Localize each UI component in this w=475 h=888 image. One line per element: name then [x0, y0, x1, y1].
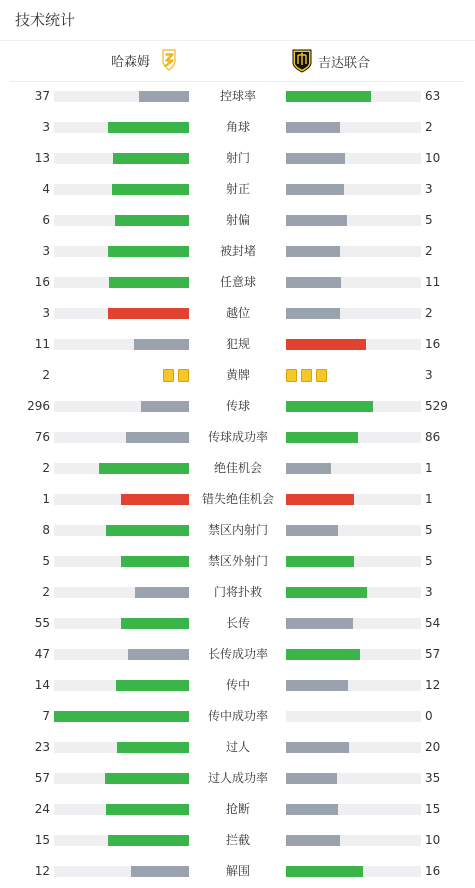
stat-label: 过人成功率: [207, 771, 268, 785]
away-bar-track: [286, 432, 421, 443]
away-value: 3: [425, 368, 433, 382]
stat-row: [0, 205, 475, 236]
home-team[interactable]: [111, 49, 177, 71]
away-bar-track: [286, 835, 421, 846]
away-bar: [286, 153, 345, 164]
away-bar: [286, 463, 331, 474]
away-bar-track: [286, 91, 421, 102]
home-bar: [115, 215, 189, 226]
home-value: 2: [42, 585, 50, 599]
home-value: 7: [42, 709, 50, 723]
away-bar: [286, 556, 354, 567]
away-bar-track: [286, 525, 421, 536]
stat-row: [0, 329, 475, 360]
home-bar: [109, 277, 189, 288]
section-title: 技术统计: [0, 0, 475, 41]
home-bar: [106, 804, 189, 815]
home-value: 3: [42, 306, 50, 320]
yellow-card-icon: [286, 369, 297, 382]
stat-row: [0, 825, 475, 856]
home-team-logo-icon: [161, 49, 177, 71]
away-bar-track: [286, 494, 421, 505]
away-value: 20: [425, 740, 441, 754]
stat-label: 错失绝佳机会: [201, 492, 274, 506]
stat-row: [0, 360, 475, 391]
home-bar-track: [54, 91, 189, 102]
stat-label: 控球率: [219, 89, 256, 103]
stat-label: 抢断: [225, 802, 250, 816]
away-bar: [286, 773, 337, 784]
home-bar: [121, 618, 189, 629]
away-value: 86: [425, 430, 441, 444]
away-bar: [286, 494, 354, 505]
home-value: 3: [42, 244, 50, 258]
stat-row: [0, 577, 475, 608]
away-value: 0: [425, 709, 433, 723]
stat-label: 任意球: [219, 275, 256, 289]
home-value: 2: [42, 368, 50, 382]
home-bar: [121, 556, 189, 567]
away-value: 3: [425, 182, 433, 196]
home-bar: [99, 463, 189, 474]
stat-label: 越位: [225, 306, 250, 320]
away-bar: [286, 525, 338, 536]
home-bar: [105, 773, 189, 784]
home-bar-track: [54, 463, 189, 474]
home-bar-track: [54, 866, 189, 877]
stat-row: [0, 608, 475, 639]
away-bar-track: [286, 649, 421, 660]
home-bar-track: [54, 246, 189, 257]
stat-row: [0, 143, 475, 174]
away-value: 63: [425, 89, 441, 103]
home-bar-track: [54, 711, 189, 722]
home-bar-track: [54, 184, 189, 195]
away-bar-track: [286, 401, 421, 412]
away-team-name: 吉达联合: [318, 55, 371, 71]
home-bar-track: [54, 494, 189, 505]
stat-row: [0, 763, 475, 794]
stat-row: [0, 670, 475, 701]
away-bar-track: [286, 556, 421, 567]
stat-label: 犯规: [225, 337, 250, 351]
away-bar: [286, 742, 349, 753]
away-bar-track: [286, 184, 421, 195]
away-value: 16: [425, 864, 441, 878]
home-bar: [108, 308, 189, 319]
home-bar-track: [54, 401, 189, 412]
away-bar-track: [286, 339, 421, 350]
home-yellow-cards: [163, 369, 189, 382]
stats-list: [0, 81, 475, 887]
away-value: 3: [425, 585, 433, 599]
away-bar: [286, 184, 344, 195]
stat-label: 拦截: [225, 833, 250, 847]
away-team-logo-icon: [291, 49, 313, 73]
away-bar: [286, 91, 371, 102]
home-bar-track: [54, 773, 189, 784]
away-bar-track: [286, 277, 421, 288]
away-bar-track: [286, 773, 421, 784]
home-value: 47: [34, 647, 50, 661]
stat-label: 传中: [225, 678, 250, 692]
away-bar: [286, 618, 353, 629]
away-bar: [286, 122, 340, 133]
home-bar-track: [54, 649, 189, 660]
away-value: 2: [425, 120, 433, 134]
away-value: 12: [425, 678, 441, 692]
stat-row: [0, 298, 475, 329]
home-bar-track: [54, 432, 189, 443]
home-bar: [54, 711, 189, 722]
away-bar: [286, 866, 363, 877]
home-bar: [108, 835, 189, 846]
stat-row: [0, 267, 475, 298]
home-bar: [113, 153, 189, 164]
away-value: 10: [425, 151, 441, 165]
home-value: 2: [42, 461, 50, 475]
stat-row: [0, 174, 475, 205]
home-bar: [128, 649, 189, 660]
away-value: 57: [425, 647, 441, 661]
home-bar-track: [54, 618, 189, 629]
away-bar-track: [286, 463, 421, 474]
home-value: 8: [42, 523, 50, 537]
stat-label: 黄牌: [225, 368, 250, 382]
home-value: 37: [34, 89, 50, 103]
home-bar-track: [54, 153, 189, 164]
yellow-card-icon: [301, 369, 312, 382]
home-value: 14: [34, 678, 50, 692]
home-bar: [106, 525, 189, 536]
away-bar-track: [286, 742, 421, 753]
away-bar-track: [286, 308, 421, 319]
away-value: 529: [425, 399, 448, 413]
away-bar-track: [286, 246, 421, 257]
home-bar-track: [54, 277, 189, 288]
away-value: 5: [425, 523, 433, 537]
stat-label: 长传: [225, 616, 250, 630]
away-value: 1: [425, 492, 433, 506]
home-value: 23: [34, 740, 50, 754]
stat-row: [0, 422, 475, 453]
home-value: 6: [42, 213, 50, 227]
stat-row: [0, 856, 475, 887]
home-bar: [131, 866, 189, 877]
home-team-name: 哈森姆: [110, 54, 150, 70]
away-bar: [286, 339, 366, 350]
away-bar: [286, 277, 341, 288]
away-bar: [286, 804, 338, 815]
home-value: 12: [34, 864, 50, 878]
home-bar-track: [54, 122, 189, 133]
away-value: 1: [425, 461, 433, 475]
stat-label: 传中成功率: [207, 709, 268, 723]
away-bar: [286, 215, 347, 226]
home-bar: [134, 339, 189, 350]
away-bar-track: [286, 122, 421, 133]
away-bar: [286, 246, 340, 257]
away-value: 5: [425, 554, 433, 568]
stat-row: [0, 546, 475, 577]
stat-label: 过人: [225, 740, 250, 754]
home-bar-track: [54, 308, 189, 319]
home-value: 4: [42, 182, 50, 196]
away-value: 54: [425, 616, 441, 630]
teams-header: [10, 41, 465, 82]
away-bar-track: [286, 680, 421, 691]
home-value: 16: [34, 275, 50, 289]
away-bar-track: [286, 587, 421, 598]
stat-row: [0, 391, 475, 422]
away-bar-track: [286, 153, 421, 164]
home-bar: [108, 246, 189, 257]
home-bar: [126, 432, 189, 443]
away-value: 16: [425, 337, 441, 351]
home-bar: [112, 184, 189, 195]
stat-row: [0, 112, 475, 143]
home-value: 24: [34, 802, 50, 816]
home-bar: [135, 587, 189, 598]
yellow-card-icon: [178, 369, 189, 382]
away-value: 35: [425, 771, 441, 785]
home-bar: [141, 401, 189, 412]
yellow-card-icon: [163, 369, 174, 382]
away-value: 5: [425, 213, 433, 227]
away-yellow-cards: [286, 369, 327, 382]
away-bar: [286, 401, 373, 412]
away-bar: [286, 649, 360, 660]
home-bar: [139, 91, 189, 102]
away-team[interactable]: [291, 49, 370, 73]
home-value: 55: [34, 616, 50, 630]
home-value: 13: [34, 151, 50, 165]
away-bar: [286, 308, 340, 319]
stat-label: 门将扑救: [213, 585, 262, 599]
home-value: 3: [42, 120, 50, 134]
away-bar-track: [286, 618, 421, 629]
stat-row: [0, 81, 475, 112]
home-bar-track: [54, 835, 189, 846]
away-bar-track: [286, 215, 421, 226]
stat-row: [0, 639, 475, 670]
stat-label: 被封堵: [219, 244, 256, 258]
stat-label: 传球: [225, 399, 250, 413]
home-bar-track: [54, 680, 189, 691]
home-bar: [108, 122, 189, 133]
away-bar: [286, 587, 367, 598]
home-bar: [117, 742, 189, 753]
away-bar: [286, 835, 340, 846]
stat-label: 射偏: [225, 213, 250, 227]
away-value: 11: [425, 275, 441, 289]
stat-row: [0, 484, 475, 515]
home-value: 15: [34, 833, 50, 847]
stat-row: [0, 701, 475, 732]
stat-label: 射正: [225, 182, 250, 196]
stat-row: [0, 515, 475, 546]
home-bar-track: [54, 587, 189, 598]
home-value: 57: [34, 771, 50, 785]
home-bar-track: [54, 525, 189, 536]
home-bar-track: [54, 556, 189, 567]
stat-label: 禁区外射门: [207, 554, 268, 568]
away-bar-track: [286, 804, 421, 815]
home-bar: [116, 680, 189, 691]
home-value: 1: [42, 492, 50, 506]
home-bar-track: [54, 804, 189, 815]
stat-label: 解围: [225, 864, 250, 878]
stat-row: [0, 453, 475, 484]
home-value: 296: [27, 399, 50, 413]
home-bar-track: [54, 742, 189, 753]
away-bar-track: [286, 866, 421, 877]
away-value: 15: [425, 802, 441, 816]
away-bar: [286, 432, 358, 443]
stat-row: [0, 794, 475, 825]
stat-row: [0, 732, 475, 763]
home-bar-track: [54, 339, 189, 350]
stat-label: 绝佳机会: [213, 461, 262, 475]
stat-label: 长传成功率: [207, 647, 268, 661]
away-value: 2: [425, 306, 433, 320]
stat-row: [0, 236, 475, 267]
stat-label: 禁区内射门: [207, 523, 268, 537]
home-value: 11: [34, 337, 50, 351]
away-bar-track: [286, 711, 421, 722]
home-value: 5: [42, 554, 50, 568]
away-value: 2: [425, 244, 433, 258]
home-bar-track: [54, 215, 189, 226]
away-value: 10: [425, 833, 441, 847]
stat-label: 传球成功率: [207, 430, 268, 444]
away-bar: [286, 680, 348, 691]
home-bar: [121, 494, 189, 505]
stat-label: 角球: [225, 120, 250, 134]
stat-label: 射门: [225, 151, 250, 165]
yellow-card-icon: [316, 369, 327, 382]
home-value: 76: [34, 430, 50, 444]
